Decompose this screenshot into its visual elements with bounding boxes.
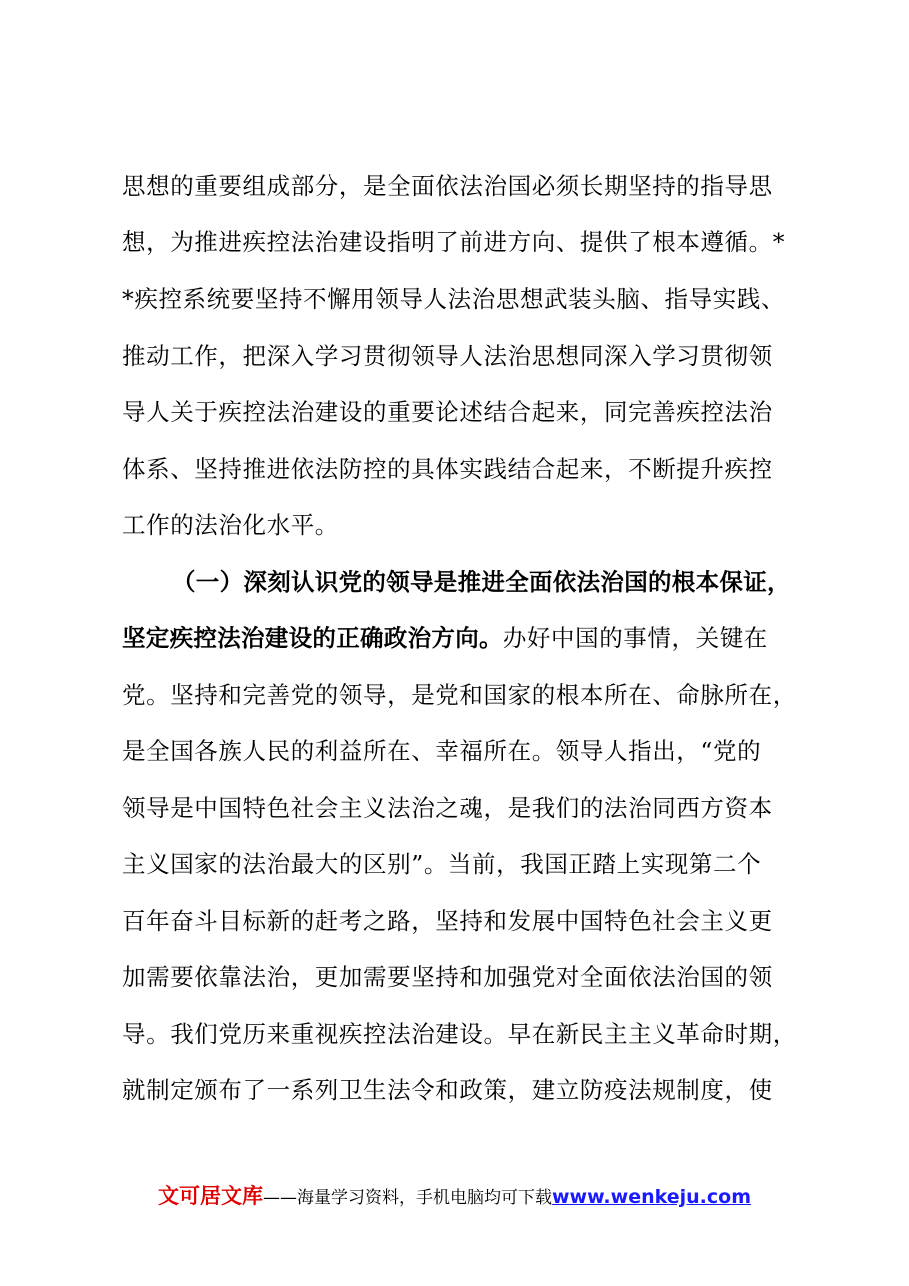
section-heading-row [122, 618, 768, 658]
text-line: *疾控系统要坚持不懈用领导人法治思想武装头脑、指导实践、 [122, 285, 786, 313]
page-footer [0, 1180, 909, 1212]
text-line: 推动工作，把深入学习贯彻领导人法治思想同深入学习贯彻领 [122, 342, 773, 370]
text-line: 是全国各族人民的利益所在、幸福所在。领导人指出，“党的 [122, 737, 762, 765]
footer-slogan: ——海量学习资料，手机电脑均可下载 [262, 1188, 552, 1208]
footer-url-link[interactable]: www.wenkeju.com [551, 1186, 751, 1208]
text-line: 主义国家的法治最大的区别”。当前，我国正踏上实现第二个 [122, 850, 762, 878]
text-line: 思想的重要组成部分，是全面依法治国必须长期坚持的指导思 [122, 172, 773, 200]
text-line: 工作的法治化水平。 [122, 511, 339, 539]
text-line: 就制定颁布了一系列卫生法令和政策，建立防疫法规制度，使 [122, 1076, 773, 1104]
text-line: 体系、坚持推进依法防控的具体实践结合起来，不断提升疾控 [122, 455, 773, 483]
text-line: 党。坚持和完善党的领导，是党和国家的根本所在、命脉所在， [122, 681, 797, 709]
text-line: 想，为推进疾控法治建设指明了前进方向、提供了根本遵循。* [122, 228, 786, 256]
text-line: 导人关于疾控法治建设的重要论述结合起来，同完善疾控法治 [122, 398, 773, 426]
section-heading-line: （一）深刻认识党的领导是推进全面依法治国的根本保证， [172, 568, 791, 596]
text-line: 领导是中国特色社会主义法治之魂，是我们的法治同西方资本 [122, 794, 773, 822]
text-line: 导。我们党历来重视疾控法治建设。早在新民主主义革命时期， [122, 1020, 797, 1048]
text-line: 百年奋斗目标新的赶考之路，坚持和发展中国特色社会主义更 [122, 907, 773, 935]
section-heading-line: 坚定疾控法治建设的正确政治方向。 [122, 624, 503, 652]
footer-brand: 文可居文库 [157, 1184, 263, 1208]
text-line-tail: 办好中国的事情，关键在 [502, 624, 768, 652]
text-line: 加需要依靠法治，更加需要坚持和加强党对全面依法治国的领 [122, 963, 773, 991]
